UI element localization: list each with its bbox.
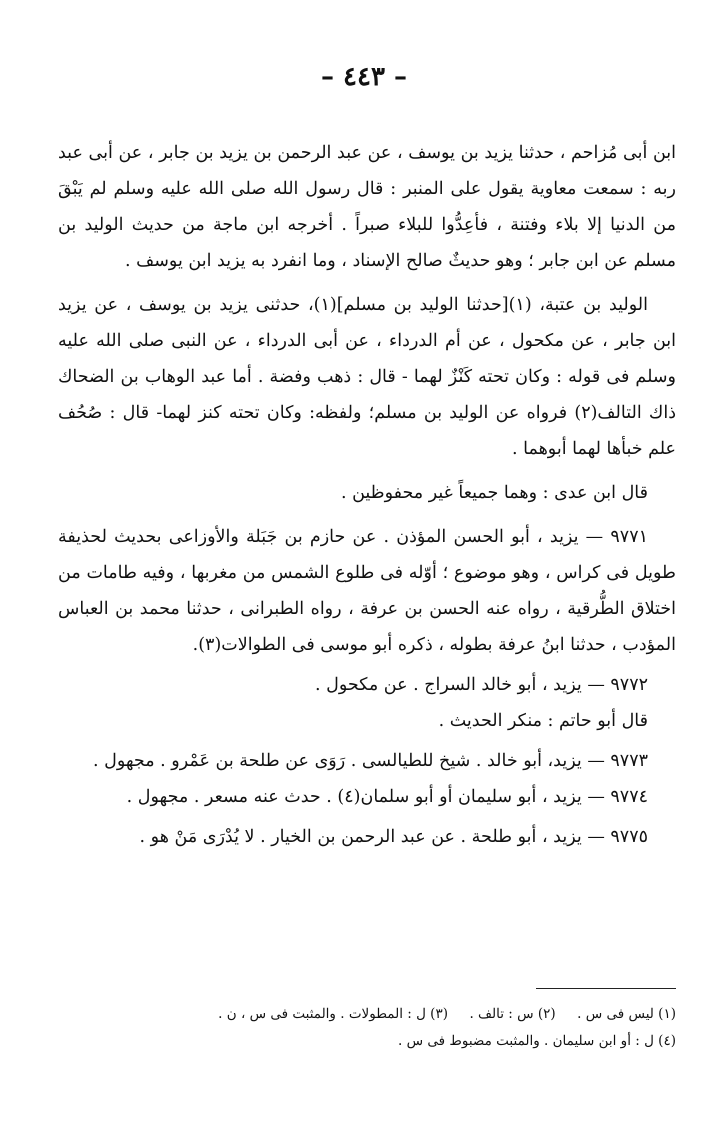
footnote-line-1: (١) ليس فى س . (٢) س : تالف . (٣) ل : المطولات . والمثبت فى س ، ن . — [218, 1006, 676, 1022]
footnote-divider — [536, 988, 676, 989]
page-number: – ٤٤٣ – — [320, 62, 408, 92]
footnote-line-2: (٤) ل : أو ابن سليمان . والمثبت مضبوط فى س . — [398, 1033, 676, 1049]
footnotes — [58, 1001, 676, 1055]
entry-9771: ٩٧٧١ — يزيد ، أبو الحسن المؤذن . عن حازم بن جَبَلة والأوزاعى بحديث لحذيفة طويل فى كراس ، وهو موضوع ؛ أوّله فى طلوع الشمس من مغربها ، وفيه طامات من اختلاق الطُّرقية ، رواه عنه الحسن بن عرفة ، رواه الطبرانى ، حدثنا محمد بن العباس المؤدب ، حدثنا ابنُ عرفة بطوله ، ذكره أبو موسى فى الطوالات(٣). — [58, 527, 676, 655]
entry-9773: ٩٧٧٣ — يزيد، أبو خالد . شيخ للطيالسى . رَوَى عن طلحة بن عَمْرو . مجهول . — [92, 751, 648, 771]
entry-9775: ٩٧٧٥ — يزيد ، أبو طلحة . عن عبد الرحمن بن الخيار . لا يُدْرَى مَنْ هو . — [139, 827, 648, 847]
main-text — [58, 135, 676, 855]
paragraph-2: الوليد بن عتبة، (١)[حدثنا الوليد بن مسلم](١)، حدثنى يزيد بن يوسف ، عن يزيد ابن جابر ، عن مكحول ، عن أم الدرداء ، عن أبى الدرداء ، عن النبى صلى الله عليه وسلم فى قوله : وكان تحته كَنْزٌ لهما - قال : ذهب وفضة . أما عبد الوهاب بن الضحاك ذاك التالف(٢) فرواه عن الوليد بن مسلم؛ ولفظه: وكان تحته كنز لهما- قال : صُحُف علم خبأها لهما أبوهما . — [58, 295, 676, 459]
paragraph-abu-hatim: قال أبو حاتم : منكر الحديث . — [438, 711, 648, 731]
entry-9774: ٩٧٧٤ — يزيد ، أبو سليمان أو أبو سلمان(٤) . حدث عنه مسعر . مجهول . — [126, 787, 648, 807]
paragraph-ibn-adi: قال ابن عدى : وهما جميعاً غير محفوظين . — [340, 483, 648, 503]
paragraph-1: ابن أبى مُزاحم ، حدثنا يزيد بن يوسف ، عن عبد الرحمن بن يزيد بن جابر ، عن أبى عبد ربه : سمعت معاوية يقول على المنبر : قال رسول الله صلى الله عليه وسلم لم يَبْقَ من الدنيا إلا بلاء وفتنة ، فأعِدُّوا للبلاء صبراً . أخرجه ابن ماجة من حديث الوليد بن مسلم عن ابن جابر ؛ وهو حديثٌ صالح الإسناد ، وما انفرد به يزيد ابن يوسف . — [58, 143, 676, 271]
entry-9772: ٩٧٧٢ — يزيد ، أبو خالد السراج . عن مكحول . — [314, 675, 648, 695]
